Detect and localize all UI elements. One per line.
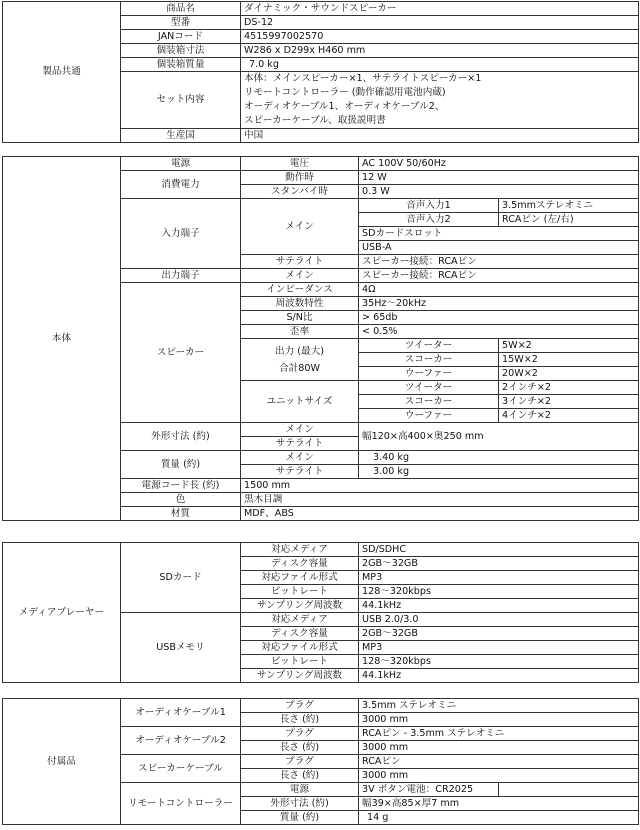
value-sd-row: 2GB～32GB <box>359 557 639 571</box>
label-out-tweeter: ツイーター <box>359 339 499 353</box>
value-sd-row: 128～320kbps <box>359 585 639 599</box>
section-accessories: 付属品 <box>3 699 121 825</box>
value-standby: 0.3 W <box>359 185 639 199</box>
value-cable2-plug: RCAピン - 3.5mm ステレオミニ <box>359 727 639 741</box>
label-power: 電源 <box>121 157 241 171</box>
label-unit-tweeter: ツイーター <box>359 381 499 395</box>
value-jan: 4515997002570 <box>241 30 639 44</box>
label-sd-row: 対応ファイル形式 <box>241 571 359 585</box>
label-input: 入力端子 <box>121 199 241 269</box>
value-voltage: AC 100V 50/60Hz <box>359 157 639 171</box>
section-body: 本体 <box>3 157 121 521</box>
value-remote-weight: 14 g <box>359 811 639 825</box>
label-model: 型番 <box>121 16 241 30</box>
value-sd-row: SD/SDHC <box>359 543 639 557</box>
label-input-main: メイン <box>241 199 359 255</box>
label-cord: 電源コード長 (約) <box>121 479 241 493</box>
label-spk-cable-plug: プラグ <box>241 755 359 769</box>
label-dim-main: メイン <box>241 423 359 437</box>
set-contents-line-4: スピーカーケーブル、取扱説明書 <box>244 115 386 126</box>
label-origin: 生産国 <box>121 129 241 143</box>
value-sd-row: 44.1kHz <box>359 599 639 613</box>
label-remote-weight: 質量 (約) <box>241 811 359 825</box>
label-spk-cable-len: 長さ (約) <box>241 769 359 783</box>
value-product-name: ダイナミック・サウンドスピーカー <box>241 2 639 16</box>
label-box-size: 個装箱寸法 <box>121 44 241 58</box>
label-sd-row: ビットレート <box>241 585 359 599</box>
label-cable2-len: 長さ (約) <box>241 741 359 755</box>
label-freq: 周波数特性 <box>241 297 359 311</box>
value-sn: > 65db <box>359 311 639 325</box>
value-active: 12 W <box>359 171 639 185</box>
label-jan: JANコード <box>121 30 241 44</box>
value-freq: 35Hz～20kHz <box>359 297 639 311</box>
label-sn: S/N比 <box>241 311 359 325</box>
value-sd-row: MP3 <box>359 571 639 585</box>
value-remote-dim: 幅39×高85×厚7 mm <box>359 797 639 811</box>
value-unit-woofer: 4インチ×2 <box>499 409 639 423</box>
label-usb-row: ディスク容量 <box>241 627 359 641</box>
label-usb-row: 対応メディア <box>241 613 359 627</box>
label-cable1: オーディオケーブル1 <box>121 699 241 727</box>
value-remote-power: 3V ボタン電池：CR2025 <box>359 783 499 797</box>
value-cable1-plug: 3.5mm ステレオミニ <box>359 699 639 713</box>
value-weight-main: 3.40 kg <box>359 451 639 465</box>
label-out-squawker: スコーカー <box>359 353 499 367</box>
output-max-line: 出力 (最大) <box>275 345 324 357</box>
label-cable1-len: 長さ (約) <box>241 713 359 727</box>
label-remote-dim: 外形寸法 (約) <box>241 797 359 811</box>
label-out-woofer: ウーファー <box>359 367 499 381</box>
set-contents-line-2: リモートコントローラー (動作確認用電池内蔵) <box>244 87 446 98</box>
label-sd-row: ディスク容量 <box>241 557 359 571</box>
value-usb-row: 2GB～32GB <box>359 627 639 641</box>
label-voltage: 電圧 <box>241 157 359 171</box>
label-product-name: 商品名 <box>121 2 241 16</box>
value-material: MDF、ABS <box>241 507 639 521</box>
label-set-contents: セット内容 <box>121 72 241 129</box>
label-color: 色 <box>121 493 241 507</box>
label-output: 出力端子 <box>121 269 241 283</box>
label-standby: スタンバイ時 <box>241 185 359 199</box>
label-speaker: スピーカー <box>121 283 241 423</box>
value-audio1: 3.5mmステレオミニ <box>499 199 639 213</box>
label-usb-row: ビットレート <box>241 655 359 669</box>
label-weight-sat: サテライト <box>241 465 359 479</box>
value-origin: 中国 <box>241 129 639 143</box>
value-out-squawker: 15W×2 <box>499 353 639 367</box>
value-cord: 1500 mm <box>241 479 639 493</box>
label-distortion: 歪率 <box>241 325 359 339</box>
label-material: 材質 <box>121 507 241 521</box>
set-contents-line-1: 本体：メインスピーカー×1、サテライトスピーカー×1 <box>244 73 482 84</box>
media-spec-table <box>2 542 639 683</box>
value-usb-row: 44.1kHz <box>359 669 639 683</box>
label-sd-card: SDカード <box>121 543 241 613</box>
label-output-main: メイン <box>241 269 359 283</box>
value-spk-cable-plug: RCAピン <box>359 755 639 769</box>
value-distortion: < 0.5% <box>359 325 639 339</box>
label-usb-memory: USBメモリ <box>121 613 241 683</box>
value-audio2: RCAピン (左/右) <box>499 213 639 227</box>
label-usb-row: 対応ファイル形式 <box>241 641 359 655</box>
value-usb-row: USB 2.0/3.0 <box>359 613 639 627</box>
label-unit-woofer: ウーファー <box>359 409 499 423</box>
label-remote-power: 電源 <box>241 783 359 797</box>
value-out-woofer: 20W×2 <box>499 367 639 381</box>
value-sd-slot: SDカードスロット <box>359 227 639 241</box>
label-sd-row: サンプリング周波数 <box>241 599 359 613</box>
value-spk-cable-len: 3000 mm <box>359 769 639 783</box>
body-spec-table <box>2 156 639 521</box>
label-usb-row: サンプリング周波数 <box>241 669 359 683</box>
label-output-max <box>241 339 359 381</box>
remote-power-empty <box>499 783 639 797</box>
set-contents-line-3: オーディオケーブル1、オーディオケーブル2、 <box>244 101 445 112</box>
label-active: 動作時 <box>241 171 359 185</box>
value-unit-squawker: 3インチ×2 <box>499 395 639 409</box>
label-sd-row: 対応メディア <box>241 543 359 557</box>
label-weight: 質量 (約) <box>121 451 241 479</box>
label-unit-squawker: スコーカー <box>359 395 499 409</box>
value-output: スピーカー接続：RCAピン <box>359 269 639 283</box>
value-usb-row: MP3 <box>359 641 639 655</box>
section-media: メディアプレーヤー <box>3 543 121 683</box>
value-cable1-len: 3000 mm <box>359 713 639 727</box>
value-box-weight: 7.0 kg <box>241 58 639 72</box>
label-consumption: 消費電力 <box>121 171 241 199</box>
label-cable1-plug: プラグ <box>241 699 359 713</box>
value-impedance: 4Ω <box>359 283 639 297</box>
value-cable2-len: 3000 mm <box>359 741 639 755</box>
label-impedance: インピーダンス <box>241 283 359 297</box>
value-box-size: W286 x D299x H460 mm <box>241 44 639 58</box>
value-out-tweeter: 5W×2 <box>499 339 639 353</box>
value-model: DS-12 <box>241 16 639 30</box>
value-color: 黒木目調 <box>241 493 639 507</box>
label-audio1: 音声入力1 <box>359 199 499 213</box>
label-box-weight: 個装箱質量 <box>121 58 241 72</box>
label-weight-main: メイン <box>241 451 359 465</box>
label-dim-sat: サテライト <box>241 437 359 451</box>
label-cable2: オーディオケーブル2 <box>121 727 241 755</box>
accessories-spec-table <box>2 698 639 825</box>
label-cable2-plug: プラグ <box>241 727 359 741</box>
value-set-contents <box>241 72 639 129</box>
section-common: 製品共通 <box>3 2 121 143</box>
label-unit-size: ユニットサイズ <box>241 381 359 423</box>
common-spec-table <box>2 1 639 143</box>
value-dimensions: 幅120×高400×奥250 mm <box>359 423 639 451</box>
label-dimensions: 外形寸法 (約) <box>121 423 241 451</box>
label-speaker-cable: スピーカーケーブル <box>121 755 241 783</box>
value-unit-tweeter: 2インチ×2 <box>499 381 639 395</box>
value-input-sat: スピーカー接続：RCAピン <box>359 255 639 269</box>
label-audio2: 音声入力2 <box>359 213 499 227</box>
value-usb-a: USB-A <box>359 241 639 255</box>
value-usb-row: 128～320kbps <box>359 655 639 669</box>
value-weight-sat: 3.00 kg <box>359 465 639 479</box>
label-input-sat: サテライト <box>241 255 359 269</box>
label-remote: リモートコントローラー <box>121 783 241 825</box>
output-total-line: 合計80W <box>279 362 320 374</box>
